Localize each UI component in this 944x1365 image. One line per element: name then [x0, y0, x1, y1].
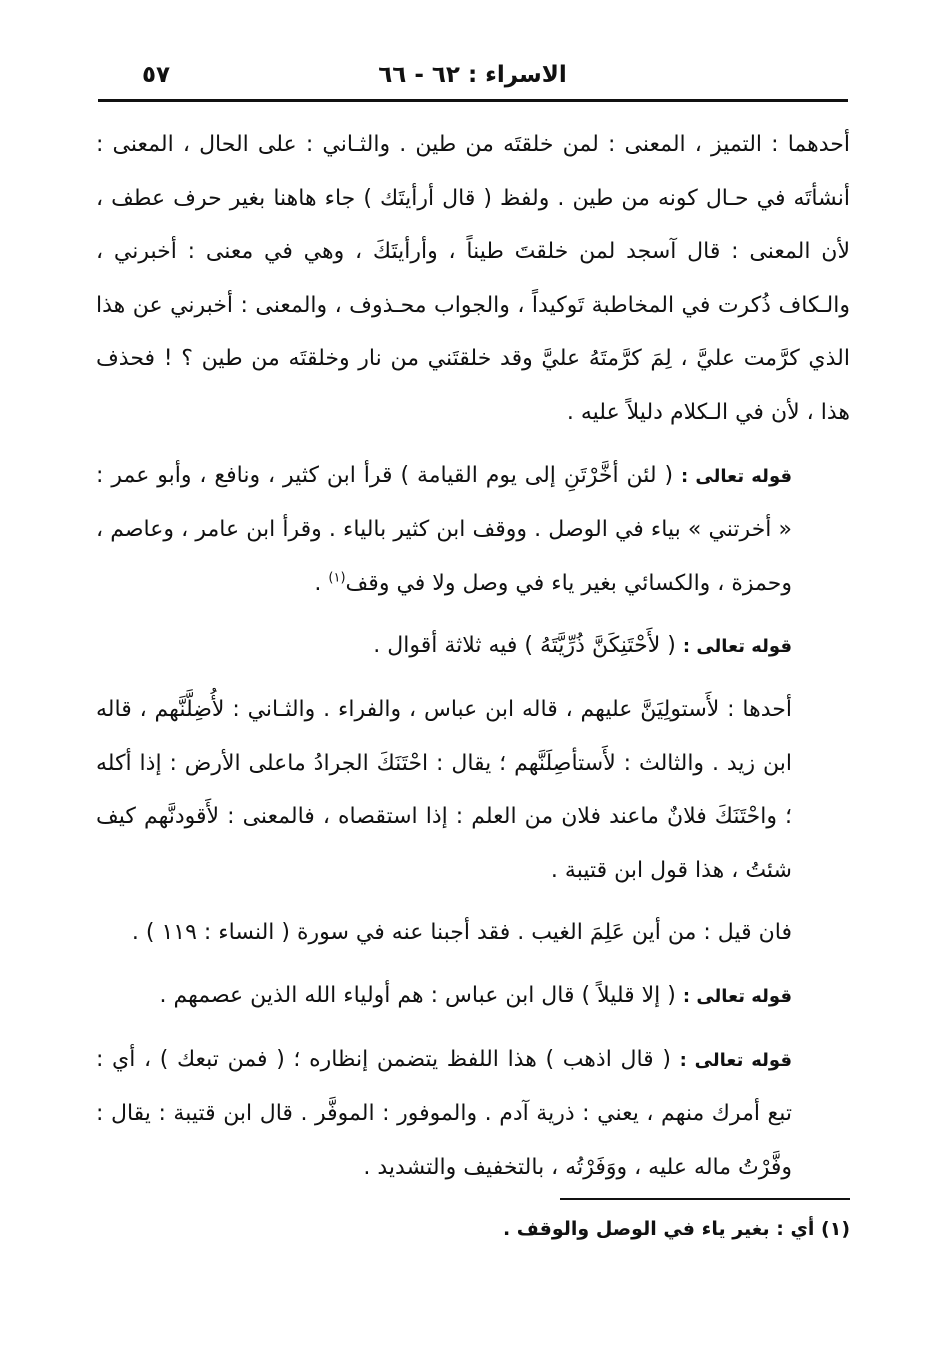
paragraph-5: [96, 906, 850, 960]
paragraph-tail: .: [314, 570, 329, 596]
paragraph-4: [96, 683, 850, 897]
footnote-reference: (١): [328, 570, 346, 586]
running-title: الاسراء : ٦٢ - ٦٦: [378, 62, 567, 88]
paragraph-1: [96, 118, 850, 440]
paragraph-text: ( لأَحْتَنِكَنَّ ذُرِّيَّتَهُ ) فيه ثلاثة أقوال .: [373, 633, 676, 659]
page-number: ٥٧: [142, 62, 171, 88]
running-header: [100, 58, 845, 98]
paragraph-lead: قوله تعالى :: [682, 636, 792, 658]
paragraph-text: ( قال اذهب ) هذا اللفظ يتضمن إنظاره ؛ ( فمن تبعك ) ، أي : تبع أمرك منهم ، يعني : ذرية آدم . والموفور : الموفَّر . قال ابن قتيبة : يقال : وفَّرْتُ ماله عليه ، ووَفَرْتُه ، بالتخفيف والتشديد .: [96, 1046, 792, 1180]
paragraph-text: ( إلا قليلاً ) قال ابن عباس : هم أولياء الله الذين عصمهم .: [159, 982, 676, 1008]
paragraph-7: [96, 1033, 850, 1195]
footnote-rule: [560, 1198, 850, 1200]
footnote: (١) أي : بغير ياء في الوصل والوقف .: [502, 1218, 850, 1240]
body-text: [96, 118, 850, 1203]
paragraph-lead: قوله تعالى :: [681, 465, 793, 487]
paragraph-lead: قوله تعالى :: [679, 1049, 792, 1071]
paragraph-text: ( لئن أخَّرْتَنِ إلى يوم القيامة ) قرأ ابن كثير ، ونافع ، وأبو عمر : « أخرتني » بياء في الوصل . ووقف ابن كثير بالياء . وقرأ ابن عامر ، وعاصم ، وحمزة ، والكسائي بغير ياء في وصل ولا في وقف: [96, 462, 792, 596]
paragraph-text: أحدها : لأَستولِيَنَّ عليهم ، قاله ابن عباس ، والفراء . والثـاني : لأُضِلَّنَّهم ، قاله ابن زيد . والثالث : لأَستأصِلَنَّهم ؛ يقال : احْتَنَكَ الجرادُ ماعلى الأرض : إذا أكله ؛ واحْتَنَكَ فلانٌ ماعند فلان من العلم : إذا استقصاه ، فالمعنى : لأَقودنَّهم كيف شئتُ ، هذا قول ابن قتيبة .: [96, 696, 792, 883]
paragraph-text: أحدهما : التميز ، المعنى : لمن خلقتَه من طين . والثـاني : على الحال ، المعنى : أنشأتَه في حـال كونه من طين . ولفظ ( قال أرأيتَك ) جاء هاهنا بغير حرف عطف ، لأن المعنى : قال آسجد لمن خلقتَ طيناً ، وأرأيتَكَ ، وهي في معنى : أخبرني ، والـكاف ذُكرت في المخاطبة تَوكيداً ، والجواب محـذوف ، والمعنى : أخبرني عن هذا الذي كرَّمت عليَّ ، لِمَ كرَّمتَهُ عليَّ وقد خلقتَني من نار وخلقتَه من طين ؟ ! فحذف هذا ، لأن في الـكلام دليلاً عليه .: [96, 132, 850, 425]
paragraph-2: [96, 449, 850, 611]
paragraph-6: [96, 969, 850, 1024]
paragraph-3: [96, 619, 850, 674]
paragraph-lead: قوله تعالى :: [682, 985, 792, 1007]
paragraph-text: فان قيل : من أين عَلِمَ الغيب . فقد أجبنا عنه في سورة ( النساء : ١١٩ ) .: [131, 920, 792, 946]
header-rule: [98, 99, 848, 102]
